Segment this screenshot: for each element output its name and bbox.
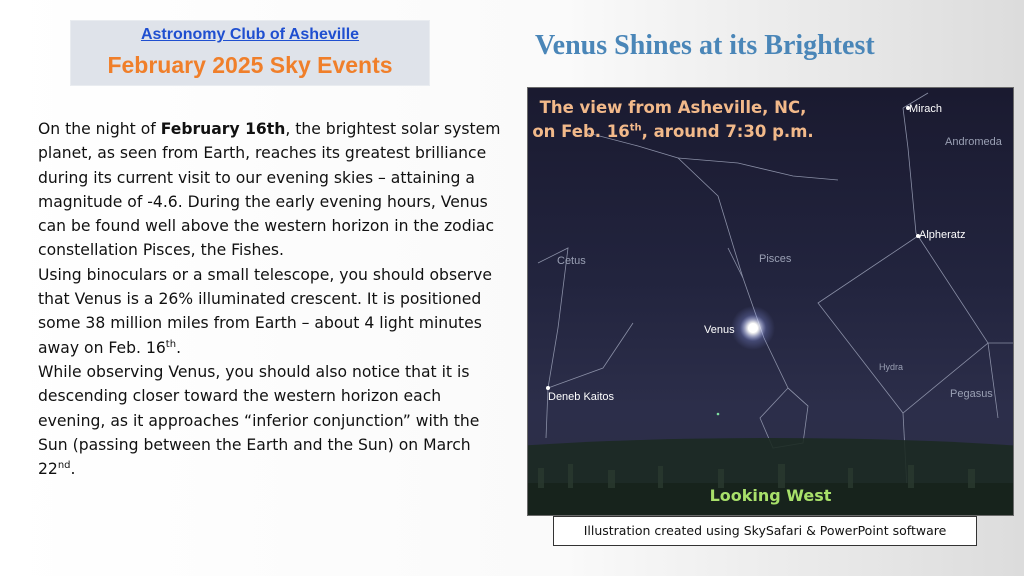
looking-west-label: Looking West — [709, 486, 832, 505]
header-box — [70, 20, 430, 86]
label-cetus: Cetus — [557, 255, 586, 267]
club-link[interactable]: Astronomy Club of Asheville — [140, 26, 360, 43]
label-deneb-kaitos: Deneb Kaitos — [548, 391, 615, 403]
paragraph-1: On the night of February 16th, the brightest solar system planet, as seen from Earth, reaches its greatest brilliance during its current visit to our evening skies – attaining a magnitude of -4.6. During the early evening hours, Venus can be found well above the western horizon in the zodiac constellation Pisces, the Fishes. — [38, 120, 501, 260]
constellation-lines — [528, 88, 1013, 515]
label-mirach: Mirach — [909, 103, 943, 115]
label-pegasus: Pegasus — [950, 388, 993, 400]
image-credit: Illustration created using SkySafari & PowerPoint software — [553, 516, 977, 546]
slide-title: Venus Shines at its Brightest — [535, 30, 875, 61]
article-body — [38, 117, 508, 481]
date-highlight: February 16th — [160, 120, 286, 138]
sky-chart — [527, 87, 1014, 516]
label-venus: Venus — [704, 324, 735, 336]
events-title: February 2025 Sky Events — [107, 52, 393, 78]
label-andromeda: Andromeda — [945, 136, 1002, 148]
paragraph-3: While observing Venus, you should also notice that it is descending closer toward the western horizon each evening, as it approaches “inferior conjunction” with the Sun (passing between the Earth and the Sun) on March 22nd. — [38, 362, 480, 479]
label-alpheratz: Alpheratz — [919, 229, 966, 241]
sky-caption: The view from Asheville, NC, on Feb. 16th, around 7:30 p.m. — [532, 98, 814, 141]
label-hydra: Hydra — [879, 362, 904, 372]
paragraph-2: Using binoculars or a small telescope, you should observe that Venus is a 26% illuminated crescent. It is positioned some 38 million miles from Earth – about 4 light minutes away on Feb. 16th. — [38, 265, 492, 357]
label-pisces: Pisces — [759, 253, 792, 265]
